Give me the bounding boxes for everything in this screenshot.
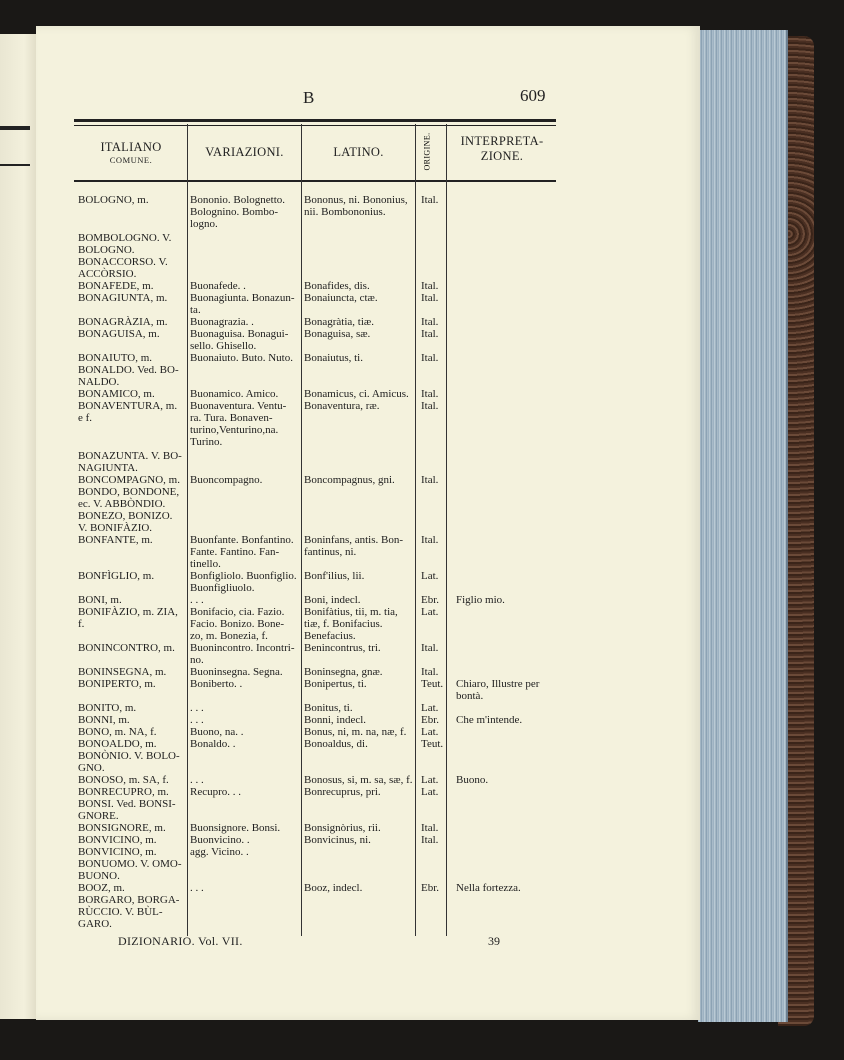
entry-origine: Ebr. bbox=[421, 594, 440, 606]
entry-italiano: BONDO, BONDONE, ec. V. ABBÒNDIO. bbox=[78, 486, 180, 510]
entry-latino: Bonaventura, ræ. bbox=[304, 400, 380, 412]
header-bottom-rule bbox=[74, 180, 556, 182]
table-top-rule bbox=[74, 119, 556, 122]
entry-origine: Ital. bbox=[421, 194, 439, 206]
entry-italiano: BONIFÀZIO, m. ZIA, f. bbox=[78, 606, 178, 630]
entry-interpretazione: Nella fortezza. bbox=[456, 882, 521, 894]
entry-variazioni: . . . bbox=[190, 594, 204, 606]
entry-latino: Bonoaldus, di. bbox=[304, 738, 368, 750]
entry-variazioni: . . . bbox=[190, 774, 204, 786]
entry-variazioni: Buoninsegna. Segna. bbox=[190, 666, 283, 678]
entry-variazioni: Buonfante. Bonfantino. Fante. Fantino. Fan- tinello. bbox=[190, 534, 294, 570]
entry-variazioni: agg. Vicino. . bbox=[190, 846, 249, 858]
header-italiano bbox=[76, 140, 186, 165]
header-italiano-sub: COMUNE. bbox=[109, 155, 153, 165]
entry-origine: Ebr. bbox=[421, 882, 440, 894]
entry-latino: Bonaiutus, ti. bbox=[304, 352, 363, 364]
entry-italiano: BONINCONTRO, m. bbox=[78, 642, 175, 654]
header-interpretazione-line1: INTERPRETA- bbox=[460, 134, 544, 148]
entry-variazioni: Boniberto. . bbox=[190, 678, 243, 690]
entry-latino: Boninfans, antis. Bon- fantinus, ni. bbox=[304, 534, 403, 558]
running-letter: B bbox=[303, 88, 315, 107]
entry-italiano: BONO, m. NA, f. bbox=[78, 726, 157, 738]
column-divider bbox=[301, 124, 302, 936]
page-number: 609 bbox=[520, 86, 546, 105]
entry-italiano: BONOSO, m. SA, f. bbox=[78, 774, 169, 786]
footer-volume: DIZIONARIO. Vol. VII. bbox=[118, 934, 243, 948]
entry-variazioni: Buonafede. . bbox=[190, 280, 246, 292]
entry-latino: Bonaiuncta, ctæ. bbox=[304, 292, 378, 304]
entry-italiano: BONVICINO, m. bbox=[78, 834, 157, 846]
entry-variazioni: Buonagrazia. . bbox=[190, 316, 254, 328]
entry-italiano: BONAFEDE, m. bbox=[78, 280, 154, 292]
entry-italiano: BONSIGNORE, m. bbox=[78, 822, 166, 834]
table-top-rule-thin bbox=[74, 125, 556, 126]
left-page-edge bbox=[0, 34, 40, 1019]
entry-latino: Booz, indecl. bbox=[304, 882, 363, 894]
entry-italiano: BONÒNIO. V. BOLO- GNO. bbox=[78, 750, 180, 774]
entry-italiano: BONI, m. bbox=[78, 594, 122, 606]
header-latino: LATINO. bbox=[333, 145, 384, 159]
entry-latino: Bonitus, ti. bbox=[304, 702, 353, 714]
entry-italiano: BONSI. Ved. BONSI- GNORE. bbox=[78, 798, 176, 822]
entry-variazioni: Buonaguisa. Bonagui- sello. Ghisello. bbox=[190, 328, 289, 352]
entry-latino: Boncompagnus, gni. bbox=[304, 474, 395, 486]
entry-variazioni: Bonifacio, cia. Fazio. Facio. Bonizo. Bone- zo, m. Bonezia, f. bbox=[190, 606, 285, 642]
entry-latino: Benincontrus, tri. bbox=[304, 642, 381, 654]
entry-latino: Bonni, indecl. bbox=[304, 714, 367, 726]
entry-italiano: BONINSEGNA, m. bbox=[78, 666, 167, 678]
entry-italiano: BONRECUPRO, m. bbox=[78, 786, 169, 798]
entry-origine: Ital. bbox=[421, 642, 439, 654]
entry-italiano: BONAVENTURA, m. e f. bbox=[78, 400, 178, 424]
entry-origine: Ital. bbox=[421, 328, 439, 340]
entry-variazioni: . . . bbox=[190, 882, 204, 894]
entry-italiano: BONVICINO, m. bbox=[78, 846, 157, 858]
entry-italiano: BONAGUISA, m. bbox=[78, 328, 160, 340]
entry-italiano: BORGARO, BORGA- RÙCCIO. V. BÙL- GARO. bbox=[78, 894, 180, 930]
entry-origine: Ital. bbox=[421, 280, 439, 292]
entry-origine: Ital. bbox=[421, 534, 439, 546]
entry-italiano: BONCOMPAGNO, m. bbox=[78, 474, 180, 486]
entry-variazioni: Recupro. . . bbox=[190, 786, 242, 798]
entry-origine: Lat. bbox=[421, 570, 439, 582]
entry-latino: Bonsignòrius, rii. bbox=[304, 822, 381, 834]
entry-origine: Ital. bbox=[421, 292, 439, 304]
entry-variazioni: . . . bbox=[190, 702, 204, 714]
left-page-rule bbox=[0, 126, 30, 130]
entry-interpretazione: Buono. bbox=[456, 774, 489, 786]
entry-origine: Ital. bbox=[421, 388, 439, 400]
entry-variazioni: . . . bbox=[190, 714, 204, 726]
entry-variazioni: Bonaldo. . bbox=[190, 738, 236, 750]
entry-interpretazione: Che m'intende. bbox=[456, 714, 523, 726]
entry-italiano: BONALDO. Ved. BO- NALDO. bbox=[78, 364, 179, 388]
entry-italiano: BONACCORSO. V. ACCÒRSIO. bbox=[78, 256, 168, 280]
entry-latino: Bononus, ni. Bononius, nii. Bombononius. bbox=[304, 194, 408, 218]
entry-italiano: BONAIUTO, m. bbox=[78, 352, 153, 364]
entry-origine: Lat. bbox=[421, 726, 439, 738]
entry-origine: Ital. bbox=[421, 316, 439, 328]
entry-origine: Ital. bbox=[421, 352, 439, 364]
entry-italiano: BONOALDO, m. bbox=[78, 738, 157, 750]
entry-latino: Bonrecuprus, pri. bbox=[304, 786, 381, 798]
entry-italiano: BOLOGNO, m. bbox=[78, 194, 149, 206]
entry-latino: Bonagràtia, tiæ. bbox=[304, 316, 374, 328]
header-interpretazione bbox=[447, 134, 557, 164]
entry-variazioni: Buonaventura. Ventu- ra. Tura. Bonaven- turino,Venturino,na. Turino. bbox=[190, 400, 287, 448]
entry-italiano: BONITO, m. bbox=[78, 702, 137, 714]
entry-origine: Ital. bbox=[421, 666, 439, 678]
entry-latino: Bonamicus, ci. Amicus. bbox=[304, 388, 409, 400]
entry-origine: Ital. bbox=[421, 834, 439, 846]
entry-latino: Bonaguisa, sæ. bbox=[304, 328, 371, 340]
header-origine-label: ORIGINE. bbox=[422, 131, 432, 171]
footer-signature: 39 bbox=[488, 934, 500, 948]
entry-latino: Bonf'ilius, lii. bbox=[304, 570, 365, 582]
entry-italiano: BONAGIUNTA, m. bbox=[78, 292, 168, 304]
entry-variazioni: Buono, na. . bbox=[190, 726, 244, 738]
entry-origine: Lat. bbox=[421, 606, 439, 618]
entry-origine: Lat. bbox=[421, 774, 439, 786]
column-divider bbox=[415, 124, 416, 936]
entry-interpretazione: Chiaro, Illustre per bontà. bbox=[456, 678, 540, 702]
entry-latino: Bonafides, dis. bbox=[304, 280, 370, 292]
entry-variazioni: Buonaiuto. Buto. Nuto. bbox=[190, 352, 293, 364]
header-italiano-label: ITALIANO bbox=[100, 140, 162, 154]
entry-variazioni: Buoncompagno. bbox=[190, 474, 263, 486]
header-origine bbox=[412, 124, 442, 178]
entry-variazioni: Buonsignore. Bonsi. bbox=[190, 822, 281, 834]
header-variazioni: VARIAZIONI. bbox=[205, 145, 284, 159]
entry-variazioni: Buonvicino. . bbox=[190, 834, 250, 846]
entry-italiano: BONAGRÀZIA, m. bbox=[78, 316, 168, 328]
entry-variazioni: Bononio. Bolognetto. Bolognino. Bombo- logno. bbox=[190, 194, 286, 230]
entry-italiano: BONIPERTO, m. bbox=[78, 678, 156, 690]
entry-italiano: BONNI, m. bbox=[78, 714, 130, 726]
entry-origine: Ital. bbox=[421, 822, 439, 834]
entry-variazioni: Bonfigliolo. Buonfiglio. Buonfigliuolo. bbox=[190, 570, 297, 594]
entry-origine: Ebr. bbox=[421, 714, 440, 726]
entry-italiano: BONUOMO. V. OMO- BUONO. bbox=[78, 858, 182, 882]
entry-latino: Bonipertus, ti. bbox=[304, 678, 367, 690]
entry-latino: Bonifàtius, tii, m. tia, tiæ, f. Bonifacius. Benefacius. bbox=[304, 606, 398, 642]
entry-latino: Bonus, ni, m. na, næ, f. bbox=[304, 726, 407, 738]
entry-latino: Bonvicinus, ni. bbox=[304, 834, 371, 846]
entry-variazioni: Buonamico. Amico. bbox=[190, 388, 279, 400]
left-page-rule bbox=[0, 164, 30, 166]
header-interpretazione-line2: ZIONE. bbox=[480, 149, 524, 163]
column-divider bbox=[446, 124, 447, 936]
entry-italiano: BONFÌGLIO, m. bbox=[78, 570, 155, 582]
entry-variazioni: Buonincontro. Incontri- no. bbox=[190, 642, 295, 666]
entry-latino: Bonosus, si, m. sa, sæ, f. bbox=[304, 774, 413, 786]
entry-origine: Ital. bbox=[421, 400, 439, 412]
entry-origine: Lat. bbox=[421, 702, 439, 714]
entry-latino: Boninsegna, gnæ. bbox=[304, 666, 383, 678]
entry-origine: Lat. bbox=[421, 786, 439, 798]
entry-origine: Teut. bbox=[421, 678, 444, 690]
entry-italiano: BONEZO, BONIZO. V. BONIFÀZIO. bbox=[78, 510, 173, 534]
entry-italiano: BOMBOLOGNO. V. BOLOGNO. bbox=[78, 232, 172, 256]
entry-italiano: BOOZ, m. bbox=[78, 882, 125, 894]
entry-interpretazione: Figlio mio. bbox=[456, 594, 505, 606]
entry-origine: Teut. bbox=[421, 738, 444, 750]
entry-italiano: BONAMICO, m. bbox=[78, 388, 155, 400]
page-stack-edges bbox=[698, 30, 788, 1022]
entry-italiano: BONAZUNTA. V. BO- NAGIUNTA. bbox=[78, 450, 182, 474]
entry-italiano: BONFANTE, m. bbox=[78, 534, 153, 546]
entry-variazioni: Buonagiunta. Bonazun- ta. bbox=[190, 292, 295, 316]
entry-latino: Boni, indecl. bbox=[304, 594, 361, 606]
entry-origine: Ital. bbox=[421, 474, 439, 486]
